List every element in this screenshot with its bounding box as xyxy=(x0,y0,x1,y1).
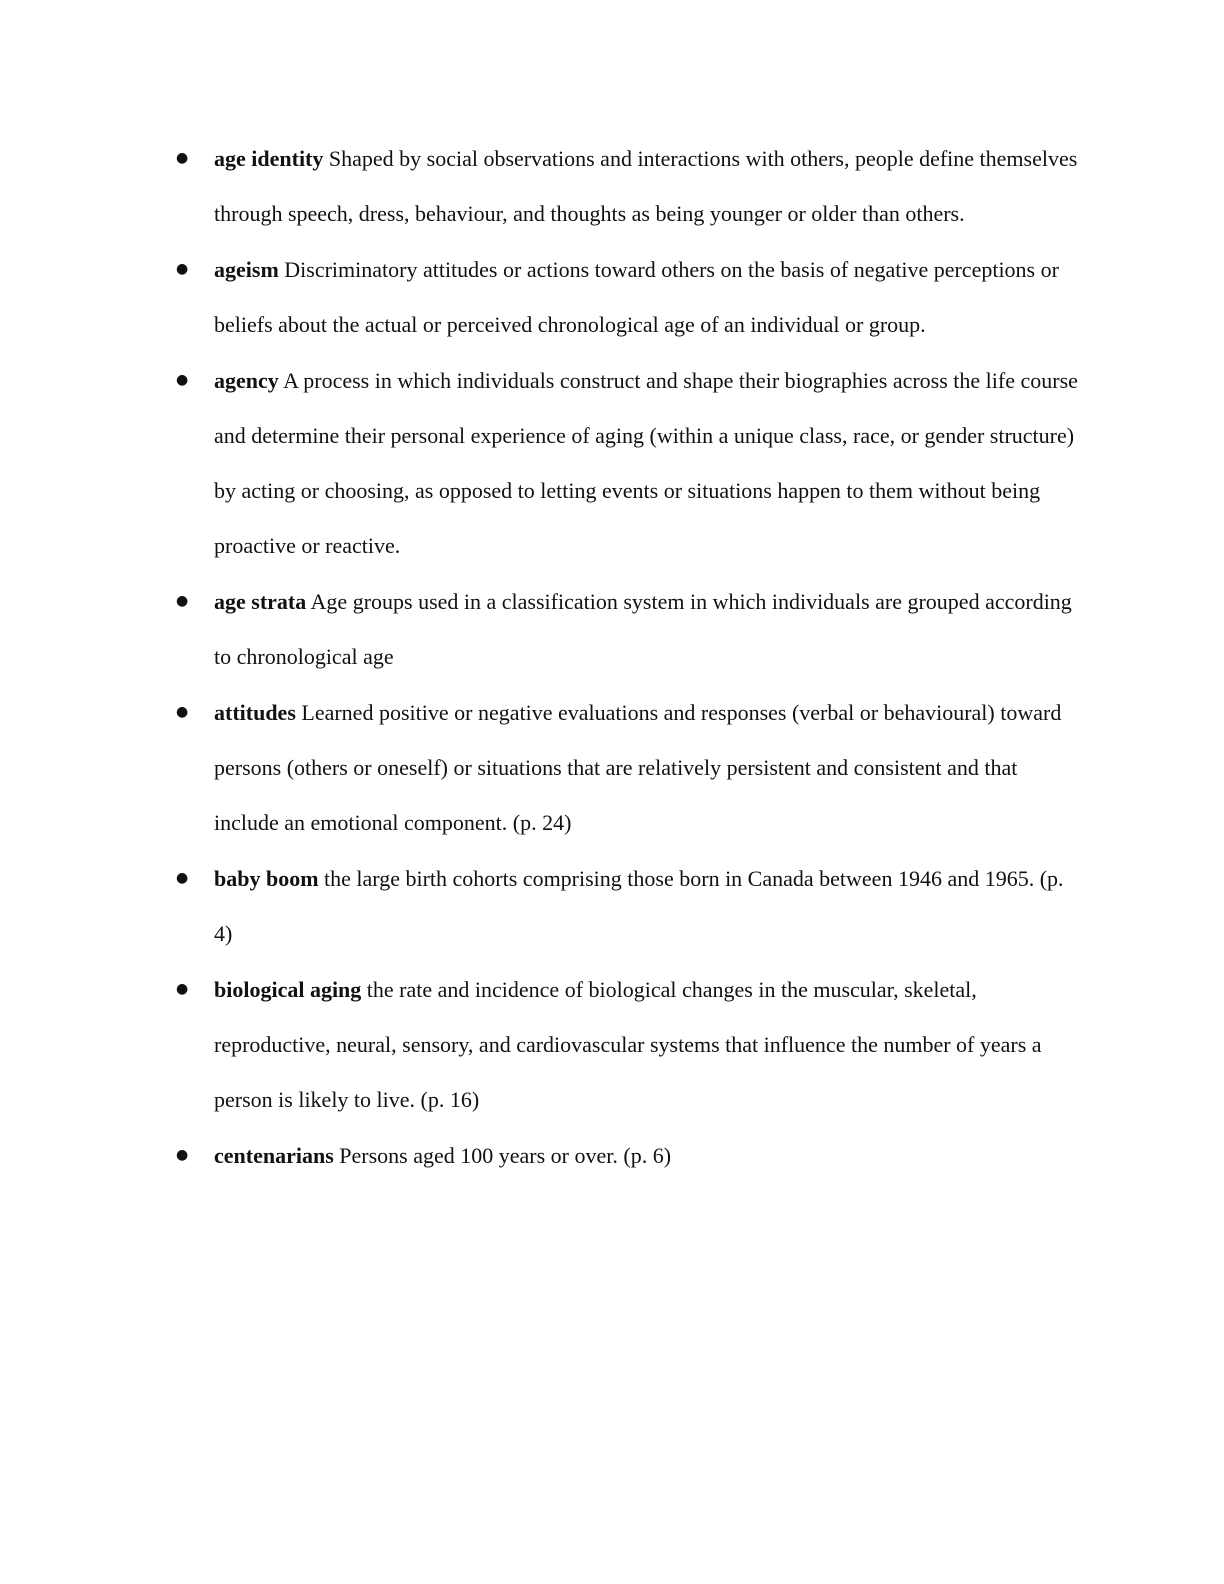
bullet-icon: ● xyxy=(176,704,189,720)
glossary-term: biological aging xyxy=(214,977,362,1002)
glossary-term: age identity xyxy=(214,146,324,171)
glossary-definition: Learned positive or negative evaluations and responses (verbal or behavioural) toward persons (others or oneself) or situations that are relatively persistent and consistent and that include an emotional component. (p. 24) xyxy=(214,700,1062,835)
glossary-definition: Persons aged 100 years or over. (p. 6) xyxy=(339,1143,672,1168)
glossary-definition: the large birth cohorts comprising those born in Canada between 1946 and 1965. (p. 4) xyxy=(214,866,1064,946)
glossary-term: centenarians xyxy=(214,1143,334,1168)
glossary-entry-attitudes xyxy=(176,685,1084,850)
bullet-icon: ● xyxy=(176,593,189,609)
bullet-icon: ● xyxy=(176,372,189,388)
glossary-entry-agency xyxy=(176,353,1084,573)
glossary-term: attitudes xyxy=(214,700,296,725)
glossary-term: age strata xyxy=(214,589,307,614)
glossary-list xyxy=(176,131,1084,1184)
glossary-entry-age-strata xyxy=(176,574,1084,684)
glossary-definition: Shaped by social observations and interactions with others, people define themselves through speech, dress, behaviour, and thoughts as being younger or older than others. xyxy=(214,146,1078,226)
glossary-entry-biological-aging xyxy=(176,962,1084,1127)
bullet-icon: ● xyxy=(176,870,189,886)
glossary-entry-baby-boom xyxy=(176,851,1084,961)
bullet-icon: ● xyxy=(176,261,189,277)
bullet-icon: ● xyxy=(176,150,189,166)
glossary-entry-ageism xyxy=(176,242,1084,352)
glossary-definition: Discriminatory attitudes or actions toward others on the basis of negative perceptions or beliefs about the actual or perceived chronological age of an individual or group. xyxy=(214,257,1059,337)
glossary-definition: the rate and incidence of biological changes in the muscular, skeletal, reproductive, neural, sensory, and cardiovascular systems that influence the number of years a person is likely to live. (p. 16) xyxy=(214,977,1042,1112)
glossary-entry-centenarians xyxy=(176,1128,1084,1183)
glossary-definition: A process in which individuals construct and shape their biographies across the life course and determine their personal experience of aging (within a unique class, race, or gender structure) by acting or choosing, as opposed to letting events or situations happen to them without being proactive or reactive. xyxy=(214,368,1078,558)
bullet-icon: ● xyxy=(176,1147,189,1163)
glossary-term: baby boom xyxy=(214,866,319,891)
bullet-icon: ● xyxy=(176,981,189,997)
glossary-definition: Age groups used in a classification system in which individuals are grouped according to chronological age xyxy=(214,589,1072,669)
glossary-term: ageism xyxy=(214,257,279,282)
glossary-term: agency xyxy=(214,368,279,393)
glossary-entry-age-identity xyxy=(176,131,1084,241)
